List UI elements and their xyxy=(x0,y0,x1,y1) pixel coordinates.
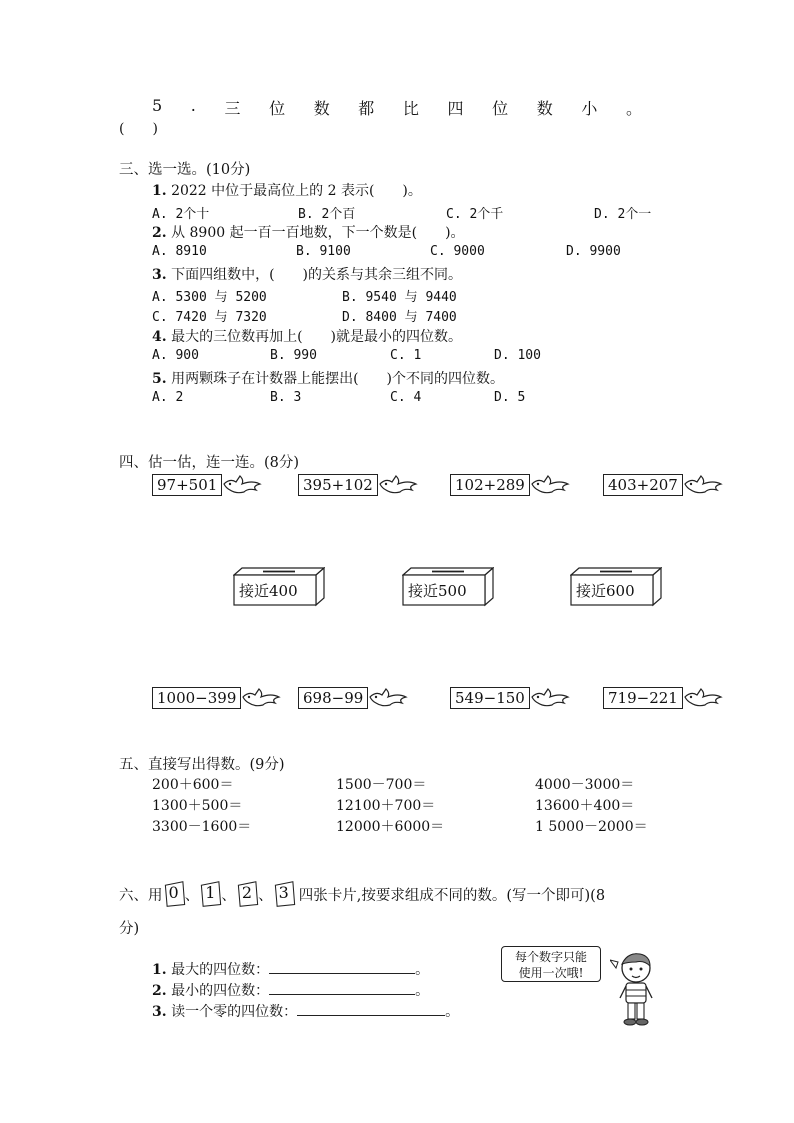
box-label: 接近600 xyxy=(576,582,635,600)
question-text: 用两颗珠子在计数器上能摆出( )个不同的四位数。 xyxy=(171,371,505,387)
question-text: 下面四组数中，( )的关系与其余三组不同。 xyxy=(171,267,463,283)
sec3-q3-options-row1 xyxy=(152,286,457,305)
section-6-suffix-wrap: 分) xyxy=(119,921,140,937)
question-number: 5. xyxy=(152,371,167,387)
bird-icon xyxy=(378,472,418,498)
boy-illustration-icon xyxy=(610,950,660,1030)
question-text: 2022 中位于最高位上的 2 表示( )。 xyxy=(171,183,422,199)
calc-item[interactable]: 200＋600＝ xyxy=(152,777,234,793)
card-digit: 2 xyxy=(241,882,253,902)
q5-char: . xyxy=(190,96,196,115)
q5-char: 。 xyxy=(625,99,642,118)
top-expression-2[interactable] xyxy=(298,472,418,498)
option-c[interactable]: C. 1 xyxy=(390,348,422,363)
item-number: 2. xyxy=(152,983,167,999)
bird-icon xyxy=(683,685,723,711)
speech-bubble xyxy=(501,946,601,982)
sec3-q5 xyxy=(152,368,504,388)
q5-line xyxy=(152,96,642,119)
option-c[interactable]: C. 7420 与 7320 xyxy=(152,310,267,325)
calc-row xyxy=(152,774,648,795)
answer-blank[interactable] xyxy=(297,1001,445,1016)
item-number: 3. xyxy=(152,1004,167,1020)
bottom-expression-4[interactable] xyxy=(603,685,723,711)
option-c[interactable]: C. 4 xyxy=(390,390,422,405)
top-expression-1[interactable] xyxy=(152,472,262,498)
section-3-title: 三、选一选。(10分) xyxy=(119,162,251,178)
sec6-item-3 xyxy=(152,1001,459,1021)
card-digit: 3 xyxy=(278,882,289,902)
option-b[interactable]: B. 9540 与 9440 xyxy=(342,290,457,305)
bottom-expression-1[interactable] xyxy=(152,685,281,711)
bird-icon xyxy=(530,472,570,498)
option-d[interactable]: D. 2个一 xyxy=(594,207,652,222)
expression-label: 1000−399 xyxy=(152,687,241,709)
section-4-title: 四、估一估，连一连。(8分) xyxy=(119,455,300,471)
q5-char: 比 xyxy=(402,99,419,118)
section-6-suffix: 四张卡片,按要求组成不同的数。(写一个即可)(8 xyxy=(298,887,606,904)
option-a[interactable]: A. 2个十 xyxy=(152,207,210,222)
expression-label: 102+289 xyxy=(450,474,530,496)
question-number: 1. xyxy=(152,183,167,199)
speech-line: 使用一次哦! xyxy=(518,966,584,980)
q5-char: 数 xyxy=(313,99,330,118)
section-6-prefix: 六、用 xyxy=(119,887,163,904)
section-6-line xyxy=(119,880,605,908)
option-a[interactable]: A. 2 xyxy=(152,390,184,405)
box-label: 接近400 xyxy=(239,582,298,600)
q5-char: 5 xyxy=(152,96,163,115)
sec3-q2 xyxy=(152,222,465,242)
top-expression-4[interactable] xyxy=(603,472,723,498)
box-near-600[interactable] xyxy=(570,567,662,607)
option-a[interactable]: A. 5300 与 5200 xyxy=(152,290,267,305)
item-number: 1. xyxy=(152,962,167,978)
option-b[interactable]: B. 9100 xyxy=(296,244,351,259)
top-expression-3[interactable] xyxy=(450,472,570,498)
item-end: 。 xyxy=(445,1004,460,1020)
q5-char: 都 xyxy=(358,99,375,118)
sec3-q4 xyxy=(152,326,462,346)
question-number: 3. xyxy=(152,267,167,283)
expression-label: 698−99 xyxy=(298,687,368,709)
question-text: 从 8900 起一百一百地数，下一个数是( )。 xyxy=(171,225,465,241)
bird-icon xyxy=(241,685,281,711)
calc-item[interactable]: 12100＋700＝ xyxy=(336,798,436,814)
sec3-q2-options xyxy=(152,244,621,259)
sec6-item-2 xyxy=(152,980,429,1000)
card-separator: 、 xyxy=(221,887,236,904)
option-d[interactable]: D. 9900 xyxy=(566,244,621,259)
bird-icon xyxy=(530,685,570,711)
option-c[interactable]: C. 9000 xyxy=(430,244,485,259)
calc-row xyxy=(152,816,648,837)
expression-label: 97+501 xyxy=(152,474,222,496)
q5-char: 数 xyxy=(536,99,553,118)
option-c[interactable]: C. 2个千 xyxy=(446,207,504,222)
calc-item[interactable]: 13600＋400＝ xyxy=(535,798,635,814)
item-label: 读一个零的四位数： xyxy=(171,1004,298,1020)
q5-char: 位 xyxy=(492,99,509,118)
calc-item[interactable]: 3300－1600＝ xyxy=(152,819,252,835)
card-digit: 1 xyxy=(205,882,216,902)
card-separator: 、 xyxy=(184,887,200,904)
sec3-q3 xyxy=(152,264,462,284)
box-near-400[interactable] xyxy=(233,567,325,607)
option-a[interactable]: A. 8910 xyxy=(152,244,207,259)
expression-label: 395+102 xyxy=(298,474,378,496)
calc-item[interactable]: 1500－700＝ xyxy=(336,777,427,793)
option-d[interactable]: D. 100 xyxy=(494,348,541,363)
calc-item[interactable]: 1300＋500＝ xyxy=(152,798,243,814)
card-separator: 、 xyxy=(258,887,273,904)
item-end: 。 xyxy=(415,983,430,999)
box-label: 接近500 xyxy=(408,582,467,600)
sec3-q1-options xyxy=(152,203,664,222)
answer-blank[interactable] xyxy=(269,980,415,995)
box-near-500[interactable] xyxy=(402,567,494,607)
answer-blank[interactable] xyxy=(269,959,415,974)
expression-label: 719−221 xyxy=(603,687,683,709)
sec3-q1 xyxy=(152,180,422,200)
option-d[interactable]: D. 8400 与 7400 xyxy=(342,310,457,325)
question-number: 4. xyxy=(152,329,167,345)
bird-icon xyxy=(222,472,262,498)
item-label: 最大的四位数： xyxy=(171,962,270,978)
q5-char: 三 xyxy=(224,99,241,118)
calc-item[interactable]: 4000－3000＝ xyxy=(535,777,635,793)
bottom-expression-3[interactable] xyxy=(450,685,570,711)
calc-item[interactable]: 12000＋6000＝ xyxy=(336,819,445,835)
question-number: 2. xyxy=(152,225,167,241)
sec3-q3-options-row2 xyxy=(152,306,457,325)
item-label: 最小的四位数： xyxy=(171,983,270,999)
option-a[interactable]: A. 900 xyxy=(152,348,199,363)
option-d[interactable]: D. 5 xyxy=(494,390,526,405)
sec6-item-1 xyxy=(152,959,429,979)
q5-char: 位 xyxy=(269,99,286,118)
calc-item[interactable]: 1 5000－2000＝ xyxy=(535,819,648,835)
sec3-q5-options xyxy=(152,390,525,405)
section-5-title: 五、直接写出得数。(9分) xyxy=(119,757,285,773)
expression-label: 403+207 xyxy=(603,474,683,496)
item-end: 。 xyxy=(415,962,430,978)
bottom-expression-2[interactable] xyxy=(298,685,408,711)
calc-row xyxy=(152,795,648,816)
speech-line: 每个数字只能 xyxy=(514,950,587,964)
option-b[interactable]: B. 990 xyxy=(270,348,317,363)
bird-icon xyxy=(683,472,723,498)
option-b[interactable]: B. 2个百 xyxy=(298,207,356,222)
bird-icon xyxy=(368,685,408,711)
q5-answer-bracket[interactable]: ( ) xyxy=(119,121,158,137)
question-text: 最大的三位数再加上( )就是最小的四位数。 xyxy=(171,329,463,345)
expression-label: 549−150 xyxy=(450,687,530,709)
option-b[interactable]: B. 3 xyxy=(270,390,302,405)
sec3-q4-options xyxy=(152,348,541,363)
calc-grid xyxy=(152,774,648,837)
q5-char: 四 xyxy=(447,99,464,118)
q5-char: 小 xyxy=(581,99,598,118)
card-digit: 0 xyxy=(168,882,179,902)
